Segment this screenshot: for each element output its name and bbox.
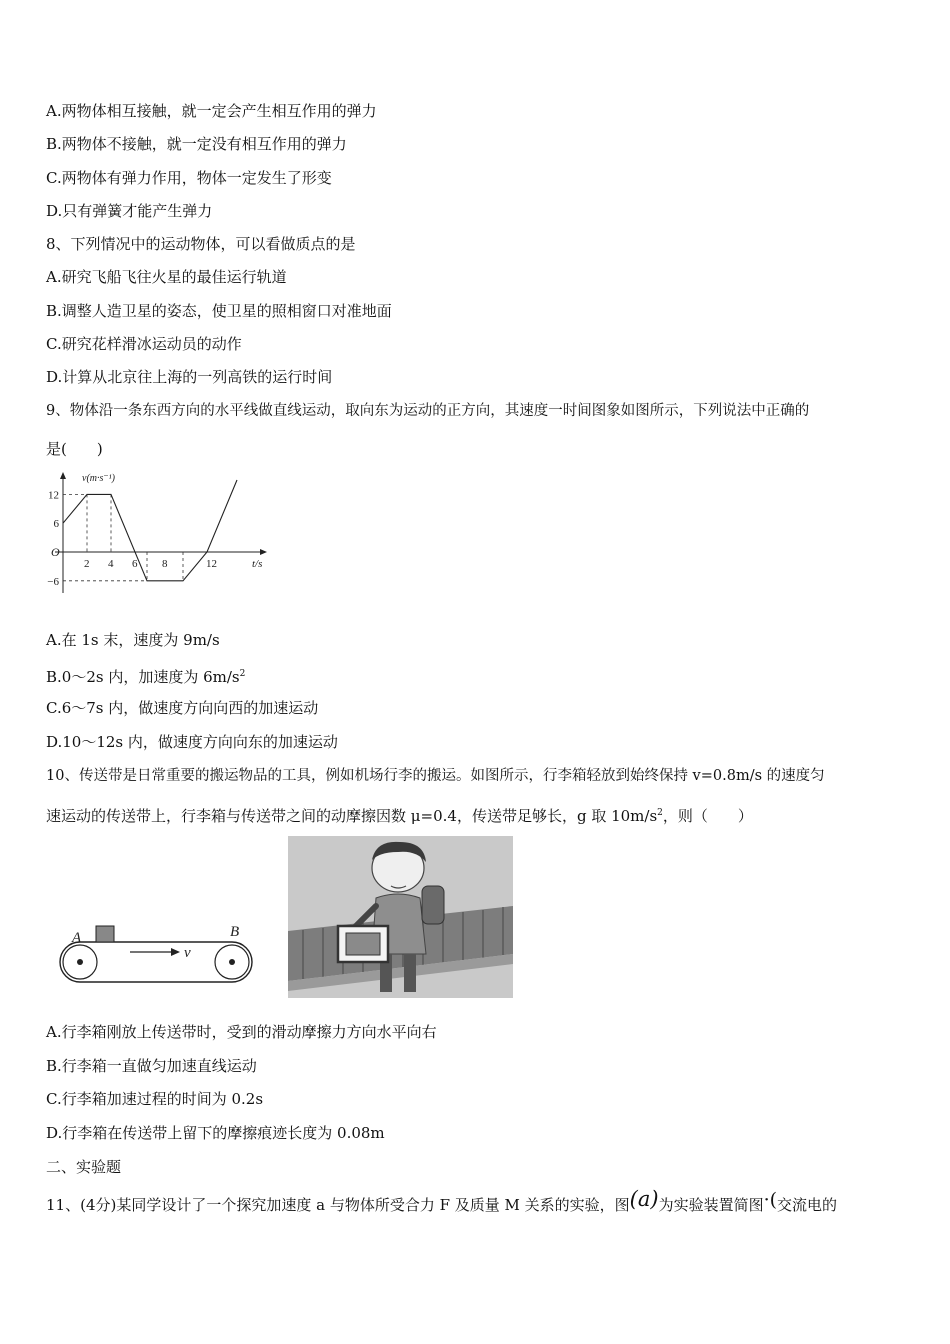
person-right-leg <box>404 954 416 992</box>
q7-option-a: A.两物体相互接触，就一定会产生相互作用的弹力 <box>46 102 377 120</box>
x-axis-label: t/s <box>252 558 263 570</box>
q11-part2: 为实验装置简图 <box>658 1196 764 1214</box>
x-axis-arrow <box>260 549 267 555</box>
q11-figure-ref: (a) <box>629 1187 659 1211</box>
y-tick-label: −6 <box>47 575 59 588</box>
y-axis-arrow <box>60 472 66 479</box>
y-tick-label: 12 <box>48 489 59 502</box>
q11-stem <box>46 1184 837 1220</box>
q10-option-b: B.行李箱一直做匀加速直线运动 <box>46 1057 257 1075</box>
q9-option-c: C.6～7s 内，做速度方向向西的加速运动 <box>46 699 319 717</box>
x-tick-label: 4 <box>108 558 114 570</box>
conveyor-belt-diagram <box>52 920 267 992</box>
q10-stem-line2-b: ，则（ ） <box>662 807 753 825</box>
velocity-arrowhead <box>171 948 180 956</box>
q9-option-b-text: B.0～2s 内，加速度为 6m/s <box>46 668 240 686</box>
suitcase-panel <box>346 933 380 955</box>
q9-stem-line2: 是( ) <box>46 440 103 458</box>
x-tick-label: 12 <box>206 558 217 570</box>
y-tick-label: 6 <box>53 518 59 531</box>
q9-option-d: D.10～12s 内，做速度方向向东的加速运动 <box>46 733 338 751</box>
backpack <box>422 886 444 924</box>
q10-option-a: A.行李箱刚放上传送带时，受到的滑动摩擦力方向水平向右 <box>46 1023 437 1041</box>
q11-part3: ·( <box>763 1189 778 1211</box>
q9-option-a: A.在 1s 末，速度为 9m/s <box>46 631 220 649</box>
x-tick-label: 6 <box>132 558 138 570</box>
q7-option-c: C.两物体有弹力作用，物体一定发生了形变 <box>46 169 332 187</box>
q10-stem-superscript: 2 <box>657 808 663 818</box>
q10-option-d: D.行李箱在传送带上留下的摩擦痕迹长度为 0.08m <box>46 1124 385 1142</box>
q10-stem-line1: 10、传送带是日常重要的搬运物品的工具，例如机场行李的搬运。如图所示，行李箱轻放到始终保持 v=0.8m/s 的速度匀 <box>46 768 825 784</box>
q9-option-b <box>46 664 245 687</box>
label-b: B <box>230 924 240 940</box>
q8-option-b: B.调整人造卫星的姿态，使卫星的照相窗口对准地面 <box>46 302 392 320</box>
x-tick-label: 2 <box>84 558 90 570</box>
airport-luggage-illustration <box>288 836 513 998</box>
q7-option-b: B.两物体不接触，就一定没有相互作用的弹力 <box>46 135 347 153</box>
right-pulley-axle <box>229 959 235 965</box>
origin-label: O <box>51 545 60 559</box>
q8-option-d: D.计算从北京往上海的一列高铁的运行时间 <box>46 368 333 386</box>
left-pulley-axle <box>77 959 83 965</box>
x-tick-label: 8 <box>162 558 168 570</box>
q9-stem-line1: 9、物体沿一条东西方向的水平线做直线运动，取向东为运动的正方向，其速度一时间图象如图所示，下列说法中正确的 <box>46 403 810 419</box>
q11-part4: 交流电的 <box>777 1196 838 1214</box>
q10-option-c: C.行李箱加速过程的时间为 0.2s <box>46 1090 264 1108</box>
q8-option-a: A.研究飞船飞往火星的最佳运行轨道 <box>46 268 287 286</box>
section-heading-experiment: 二、实验题 <box>46 1158 122 1176</box>
luggage-block <box>96 926 114 942</box>
q11-part1: 11、(4分)某同学设计了一个探究加速度 a 与物体所受合力 F 及质量 M 关系的实验，图 <box>46 1196 630 1214</box>
q10-stem-line2 <box>46 803 753 826</box>
label-a: A <box>72 930 82 946</box>
q8-option-c: C.研究花样滑冰运动员的动作 <box>46 335 242 353</box>
q10-stem-line2-a: 速运动的传送带上，行李箱与传送带之间的动摩擦因数 μ=0.4，传送带足够长，g 取 10m/s <box>46 807 658 825</box>
q9-option-b-superscript: 2 <box>239 669 246 679</box>
q8-stem: 8、下列情况中的运动物体，可以看做质点的是 <box>46 235 356 253</box>
y-axis-label: v(m·s⁻¹) <box>82 473 115 484</box>
label-v: v <box>184 945 191 961</box>
velocity-time-graph <box>40 465 280 600</box>
q7-option-d: D.只有弹簧才能产生弹力 <box>46 202 213 220</box>
